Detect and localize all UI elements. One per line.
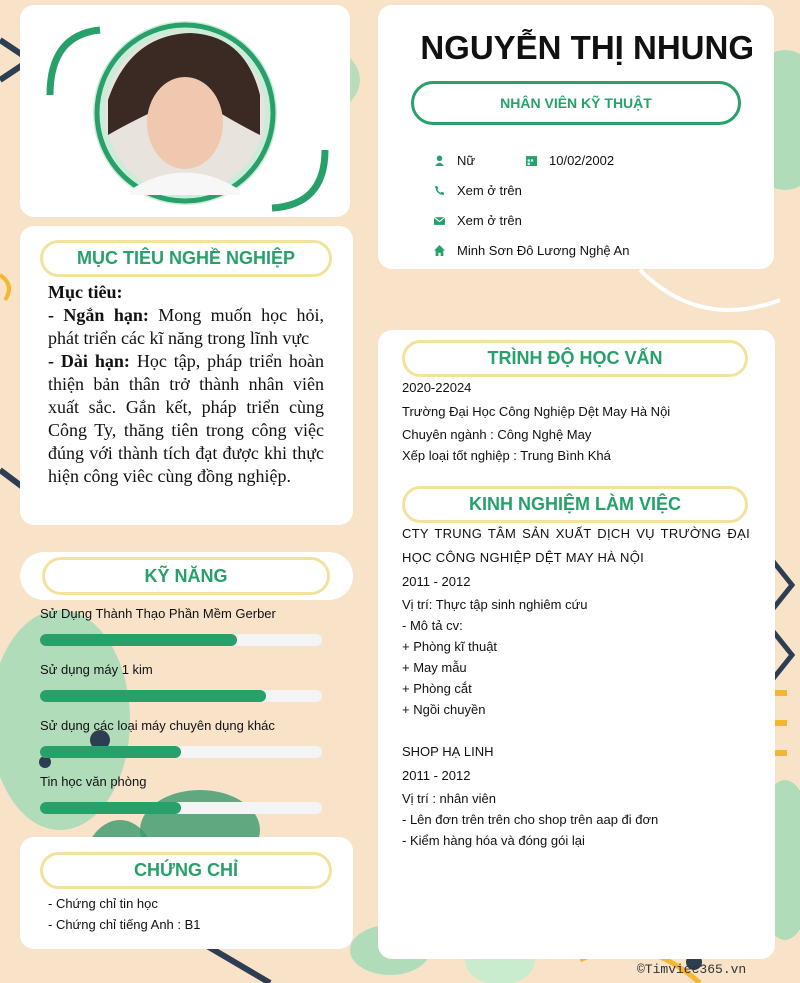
birthdate-value: 10/02/2002: [549, 153, 615, 168]
skill-bar-fill: [40, 634, 237, 646]
header-card: [378, 5, 774, 269]
position-label: NHÂN VIÊN KỸ THUẬT: [500, 95, 652, 111]
education-school: Trường Đại Học Công Nghiệp Dệt May Hà Nội: [402, 404, 671, 419]
skill-bar-fill: [40, 746, 181, 758]
job-detail: + Ngồi chuyền: [402, 702, 486, 717]
objective-heading: Mục tiêu:: [48, 282, 123, 302]
calendar-icon: [526, 155, 537, 166]
job-detail: + Phòng kĩ thuật: [402, 639, 498, 654]
job-detail: Vị trí: Thực tập sinh nghiêm cứu: [402, 597, 588, 612]
skill-bar-fill: [40, 690, 266, 702]
skill-bar-fill: [40, 802, 181, 814]
job-company: SHOP HẠ LINH: [402, 744, 494, 759]
job-detail: - Kiểm hàng hóa và đóng gói lại: [402, 833, 585, 848]
candidate-name: NGUYỄN THỊ NHUNG: [420, 29, 754, 66]
avatar-frame: [20, 5, 350, 217]
long-term-text: Học tập, pháp triển hoàn thiện bản thân trở thành nhân viên xuất sắc. Gắn kết, pháp triển cùng Công Ty, thăng tiên trong công việc đúng với thành tích đạt được khi thực hiện công viêc cùng đồng nghiệp.: [48, 351, 324, 486]
birthdate-row: [526, 153, 614, 168]
objective-long-term: [48, 350, 324, 488]
experience-title: KINH NGHIỆM LÀM VIỆC: [468, 494, 681, 514]
certificates-card: [20, 837, 353, 949]
skill-label: Sử dụng các loại máy chuyên dụng khác: [40, 718, 275, 733]
certificates-title: CHỨNG CHỈ: [134, 860, 238, 880]
skill-bar: [40, 746, 322, 758]
education-period: 2020-22024: [402, 380, 472, 395]
education-title: TRÌNH ĐỘ HỌC VẤN: [487, 348, 663, 368]
email-row: [434, 213, 522, 228]
job-detail: Vị trí : nhân viên: [402, 791, 496, 806]
skill-label: Sử Dụng Thành Thạo Phần Mềm Gerber: [40, 606, 276, 621]
phone-row: [434, 183, 522, 198]
phone-icon: [434, 185, 445, 196]
objective-card: [20, 226, 353, 525]
gender-row: [434, 153, 475, 168]
certificates-title-pill: [40, 852, 332, 889]
skills-title: KỸ NĂNG: [144, 566, 228, 586]
short-term-label: - Ngắn hạn:: [48, 305, 149, 325]
user-icon: [434, 155, 445, 166]
job-detail: - Lên đơn trên trên cho shop trên aap đi đơn: [402, 812, 659, 827]
certificate-item: - Chứng chỉ tin học: [48, 896, 158, 911]
mail-icon: [434, 215, 445, 226]
address-row: [434, 243, 629, 258]
job-detail: - Mô tả cv:: [402, 618, 463, 633]
skill-label: Sử dụng máy 1 kim: [40, 662, 153, 677]
certificate-item: - Chứng chỉ tiếng Anh : B1: [48, 917, 201, 932]
email-value: Xem ở trên: [457, 213, 522, 228]
skill-bar: [40, 690, 322, 702]
skills-title-card: [20, 552, 353, 600]
gender-value: Nữ: [457, 153, 476, 168]
objective-short-term: [48, 304, 324, 350]
home-icon: [434, 245, 445, 256]
photo-card: [20, 5, 350, 217]
job-company: CTY TRUNG TÂM SẢN XUẤT DỊCH VỤ TRƯỜNG ĐẠI HỌC CÔNG NGHIỆP DỆT MAY HÀ NỘI: [402, 526, 750, 565]
skill-bar: [40, 802, 322, 814]
objective-title: MỤC TIÊU NGHỀ NGHIỆP: [76, 248, 295, 268]
skills-title-pill: [42, 557, 330, 595]
education-grade: Xếp loại tốt nghiệp : Trung Bình Khá: [402, 448, 611, 463]
skill-bar: [40, 634, 322, 646]
phone-value: Xem ở trên: [457, 183, 522, 198]
education-title-pill: [402, 340, 748, 377]
short-term-text: Mong muốn học hỏi, phát triển các kĩ năng trong lĩnh vực: [48, 305, 324, 348]
job-period: 2011 - 2012: [402, 768, 471, 783]
job-detail: + May mẫu: [402, 660, 467, 675]
skill-label: Tin học văn phòng: [40, 774, 147, 789]
watermark: ©Timviec365.vn: [637, 962, 747, 977]
objective-body: [48, 281, 324, 488]
long-term-label: - Dài hạn:: [48, 351, 130, 371]
experience-title-pill: [402, 486, 748, 523]
position-badge: [411, 81, 741, 125]
objective-title-pill: [40, 240, 332, 277]
education-major: Chuyên ngành : Công Nghệ May: [402, 427, 592, 442]
address-value: Minh Sơn Đô Lương Nghệ An: [457, 243, 630, 258]
job-period: 2011 - 2012: [402, 574, 471, 589]
job-detail: + Phòng cắt: [402, 681, 472, 696]
main-content-card: [378, 330, 775, 959]
